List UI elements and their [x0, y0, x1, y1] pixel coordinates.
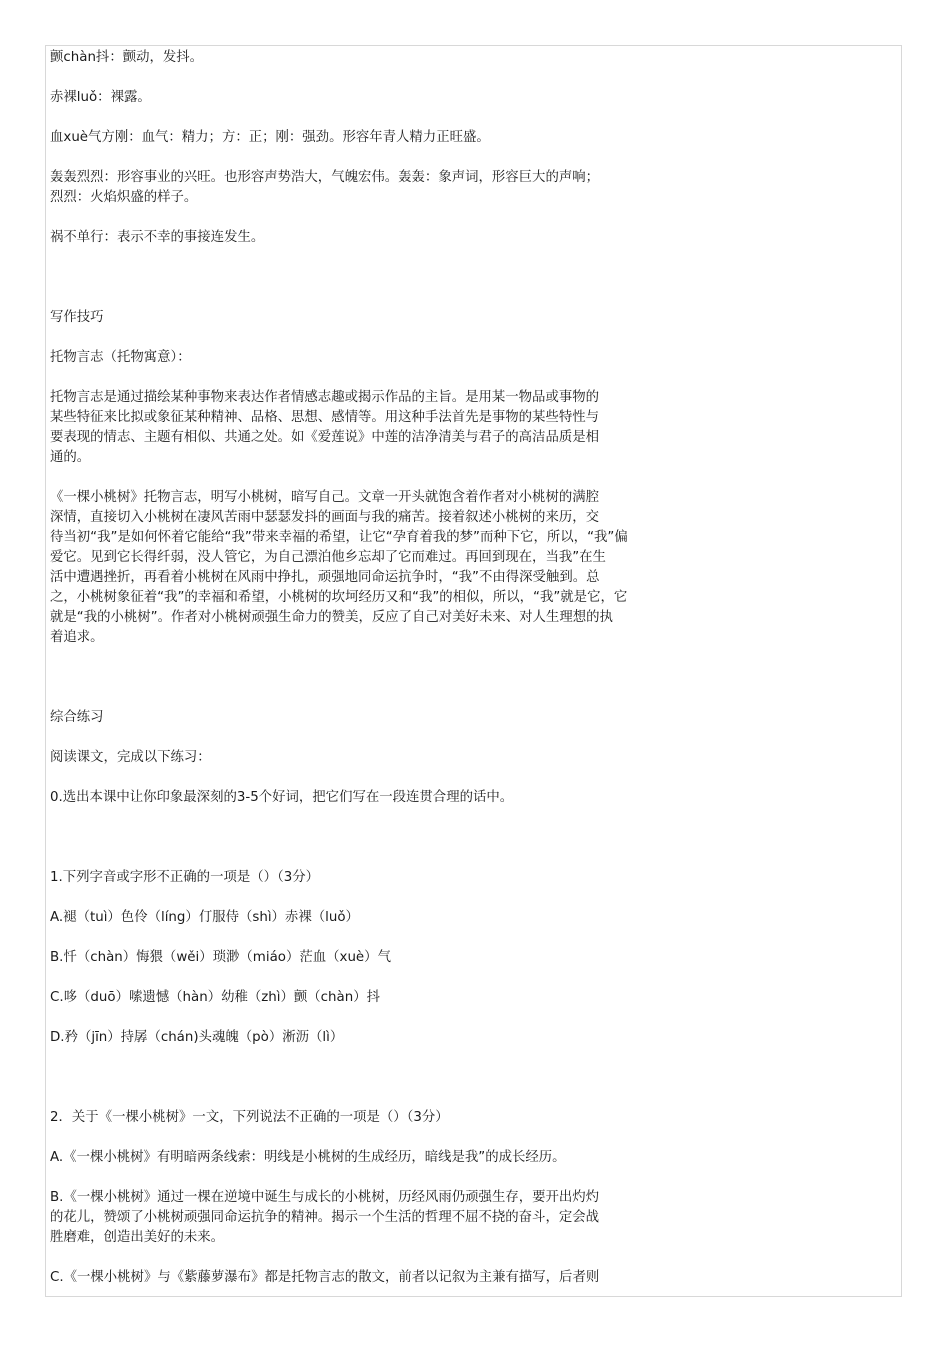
- question-2-option-a: A.《一棵小桃树》有明暗两条线索：明线是小桃树的生成经历，暗线是我”的成长经历。: [50, 1150, 566, 1165]
- technique-definition: 托物言志是通过描绘某种事物来表达作者情感志趣或揭示作品的主旨。是用某一物品或事物的 某些特征来比拟或象征某种精神、品格、思想、感情等。用这种手法首先是事物的某些特性与 要表现的情志、主题有相似、共通之处。如《爱莲说》中莲的洁净清美与君子的高洁品质是相 通的。: [50, 390, 600, 465]
- section-heading-practice: 综合练习: [50, 710, 104, 725]
- question-1-option-a: A.褪（tuì）色伶（líng）仃服侍（shì）赤裸（luǒ）: [50, 910, 359, 925]
- vocab-entry: 赤裸luǒ：裸露。: [50, 90, 151, 105]
- section-gap: [50, 828, 700, 868]
- question-0: 0.选出本课中让你印象最深刻的3-5个好词，把它们写在一段连贯合理的话中。: [50, 790, 514, 805]
- vocab-entry: 血xuè气方刚：血气：精力；方：正；刚：强劲。形容年青人精力正旺盛。: [50, 130, 490, 145]
- section-gap: [50, 668, 700, 708]
- section-heading-writing: 写作技巧: [50, 310, 104, 325]
- question-2-stem: 2．关于《一棵小桃树》一文，下列说法不正确的一项是（）（3分）: [50, 1110, 449, 1125]
- section-gap: [50, 268, 700, 308]
- section-gap: [50, 1068, 700, 1108]
- practice-intro: 阅读课文，完成以下练习：: [50, 750, 211, 765]
- question-1-stem: 1.下列字音或字形不正确的一项是（）（3分）: [50, 870, 320, 885]
- question-2-option-c: C.《一棵小桃树》与《紫藤萝瀑布》都是托物言志的散文，前者以记叙为主兼有描写，后者则: [50, 1270, 600, 1285]
- vocab-entry: 祸不单行：表示不幸的事接连发生。: [50, 230, 265, 245]
- technique-analysis: 《一棵小桃树》托物言志，明写小桃树，暗写自己。文章一开头就饱含着作者对小桃树的满腔 深情，直接切入小桃树在凄风苦雨中瑟瑟发抖的画面与我的痛苦。接着叙述小桃树的来历，交 待当初“我”是如何怀着它能给“我”带来幸福的希望，让它“孕育着我的梦”而种下它，所以，“我”偏 爱它。见到它长得纤弱，没人管它，为自己漂泊他乡忘却了它而难过。再回到现在，当我”在生 活中遭遇挫折，再看着小桃树在风雨中挣扎，顽强地同命运抗争时，“我”不由得深受触到。总 之，小桃树象征着“我”的幸福和希望，小桃树的坎坷经历又和“我”的相似，所以，“我”就是它，它 就是“我的小桃树”。作者对小桃树顽强生命力的赞美，反应了自己对美好未来、对人生理想的执 着追求。: [50, 490, 628, 645]
- vocab-entry: 颤chàn抖：颤动，发抖。: [50, 50, 204, 65]
- question-1-option-d: D.矜（jīn）持孱（chán)头魂魄（pò）淅沥（lì）: [50, 1030, 344, 1045]
- vocab-entry: 轰轰烈烈：形容事业的兴旺。也形容声势浩大，气魄宏伟。轰轰：象声词，形容巨大的声响； 烈烈：火焰炽盛的样子。: [50, 170, 600, 205]
- question-2-option-b: B.《一棵小桃树》通过一棵在逆境中诞生与成长的小桃树，历经风雨仍顽强生存，要开出灼灼 的花儿，赞颂了小桃树顽强同命运抗争的精神。揭示一个生活的哲理不屈不挠的奋斗，定会战 胜磨难，创造出美好的未来。: [50, 1190, 600, 1245]
- question-1-option-b: B.忏（chàn）悔猥（wěi）琐渺（miáo）茫血（xuè）气: [50, 950, 391, 965]
- question-1-option-c: C.哆（duō）嗦遗憾（hàn）幼稚（zhì）颤（chàn）抖: [50, 990, 380, 1005]
- document-body: [50, 48, 700, 1297]
- technique-title: 托物言志（托物寓意）：: [50, 350, 191, 365]
- document-page: [45, 45, 902, 1297]
